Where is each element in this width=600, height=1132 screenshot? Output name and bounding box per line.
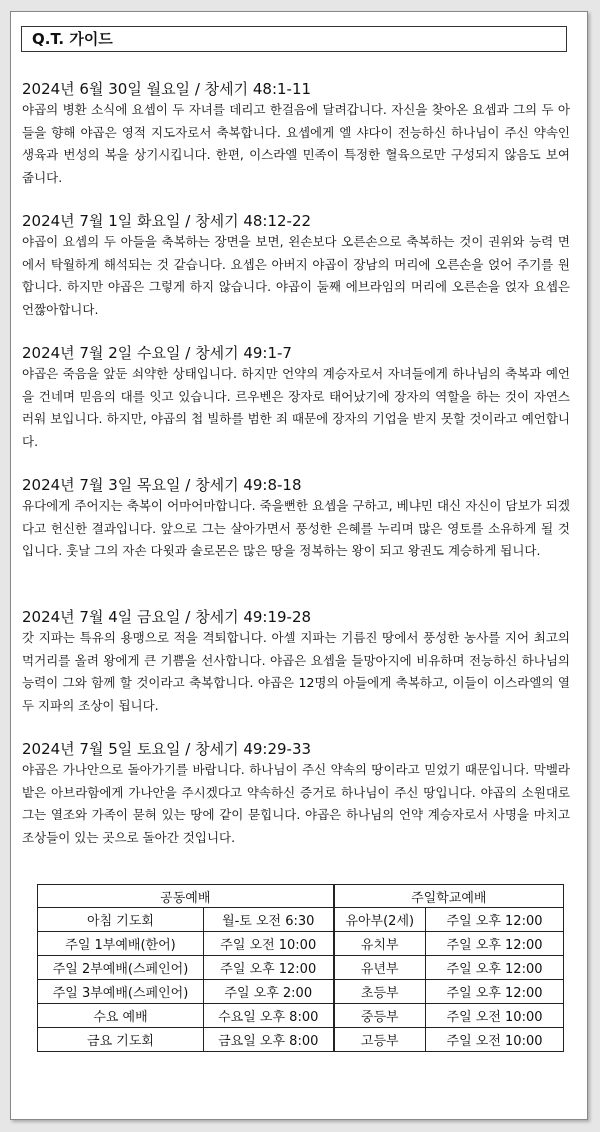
department-time: 주일 오후 12:00: [426, 908, 564, 932]
department-name: 유치부: [334, 932, 426, 956]
qt-entry: [22, 475, 570, 563]
service-name: 금요 기도회: [38, 1028, 204, 1052]
entry-body: 유다에게 주어지는 축복이 어마어마합니다. 죽을뻔한 요셉을 구하고, 베냐민 대신 자신이 담보가 되겠다고 헌신한 결과입니다. 앞으로 그는 살아가면서 풍성한 은혜를 누리며 많은 영토를 소유하게 될 것입니다. 훗날 그의 자손 다윗과 솔로몬은 많은 땅을 정복하는 왕이 되고 왕권도 계승하게 됩니다.: [22, 498, 570, 558]
table-row: [38, 980, 564, 1004]
table-row: [38, 932, 564, 956]
department-name: 중등부: [334, 1004, 426, 1028]
department-name: 초등부: [334, 980, 426, 1004]
qt-entry: [22, 607, 570, 717]
page-title: Q.T. 가이드: [21, 26, 567, 52]
entry-body: 야곱의 병환 소식에 요셉이 두 자녀를 데리고 한걸음에 달려갑니다. 자신을 찾아온 요셉과 그의 두 아들을 향해 야곱은 영적 지도자로서 축복합니다. 요셉에게 엘 샤다이 전능하신 하나님이 주신 약속인 생육과 번성의 복을 상기시킵니다. 한편, 이스라엘 민족이 특정한 혈육으로만 구성되지 않음도 보여 줍니다.: [22, 102, 570, 185]
department-time: 주일 오전 10:00: [426, 1028, 564, 1052]
service-time: 금요일 오후 8:00: [204, 1028, 334, 1052]
service-name: 수요 예배: [38, 1004, 204, 1028]
table-row: [38, 1004, 564, 1028]
entry-body: 야곱은 죽음을 앞둔 쇠약한 상태입니다. 하지만 언약의 계승자로서 자녀들에게 하나님의 축복과 예언을 건네며 믿음의 대를 잇고 있습니다. 르우벤은 장자로 태어났기에 장자의 역할을 하는 것이 자연스러워 보입니다. 하지만, 야곱의 첩 빌하를 범한 죄 때문에 장자의 기업을 받지 못할 것이라고 예언합니다.: [22, 366, 570, 449]
table-header-row: [38, 885, 564, 908]
department-time: 주일 오후 12:00: [426, 956, 564, 980]
service-time: 주일 오후 2:00: [204, 980, 334, 1004]
entry-body: 야곱은 가나안으로 돌아가기를 바랍니다. 하나님이 주신 약속의 땅이라고 믿었기 때문입니다. 막벨라 밭은 아브라함에게 가나안을 주시겠다고 약속하신 증거로 하나님이 주신 땅입니다. 야곱의 소원대로 그는 열조와 가족이 묻혀 있는 땅에 같이 묻힙니다. 야곱은 하나님의 언약 계승자로서 사명을 마치고 조상들이 있는 곳으로 돌아간 것입니다.: [22, 762, 570, 845]
department-time: 주일 오후 12:00: [426, 980, 564, 1004]
department-time: 주일 오후 12:00: [426, 932, 564, 956]
table-row: [38, 956, 564, 980]
entry-heading: 2024년 7월 2일 수요일 / 창세기 49:1-7: [22, 344, 292, 362]
service-time: 주일 오전 10:00: [204, 932, 334, 956]
entry-heading: 2024년 7월 5일 토요일 / 창세기 49:29-33: [22, 740, 312, 758]
entry-heading: 2024년 7월 3일 목요일 / 창세기 49:8-18: [22, 476, 302, 494]
service-time: 월-토 오전 6:30: [204, 908, 334, 932]
header-sunday-school: 주일학교예배: [334, 885, 564, 908]
service-time: 주일 오후 12:00: [204, 956, 334, 980]
service-name: 주일 1부예배(한어): [38, 932, 204, 956]
entry-heading: 2024년 7월 1일 화요일 / 창세기 48:12-22: [22, 212, 312, 230]
qt-entry: [22, 211, 570, 321]
worship-schedule-table: [37, 884, 564, 1052]
department-name: 고등부: [334, 1028, 426, 1052]
entry-body: 야곱이 요셉의 두 아들을 축복하는 장면을 보면, 왼손보다 오른손으로 축복하는 것이 권위와 능력 면에서 탁월하게 해석되는 것 같습니다. 요셉은 아버지 야곱이 장남의 머리에 오른손을 얹어 주기를 원합니다. 하지만 야곱은 그렇게 하지 않습니다. 야곱이 둘째 에브라임의 머리에 오른손을 얹자 요셉은 언짢아합니다.: [22, 234, 570, 317]
department-name: 유년부: [334, 956, 426, 980]
department-time: 주일 오전 10:00: [426, 1004, 564, 1028]
header-joint-worship: 공동예배: [38, 885, 334, 908]
qt-entry: [22, 343, 570, 453]
table-row: [38, 908, 564, 932]
entry-heading: 2024년 6월 30일 월요일 / 창세기 48:1-11: [22, 80, 312, 98]
qt-entry: [22, 739, 570, 849]
service-name: 아침 기도회: [38, 908, 204, 932]
entry-heading: 2024년 7월 4일 금요일 / 창세기 49:19-28: [22, 608, 312, 626]
service-name: 주일 2부예배(스페인어): [38, 956, 204, 980]
department-name: 유아부(2세): [334, 908, 426, 932]
service-name: 주일 3부예배(스페인어): [38, 980, 204, 1004]
table-row: [38, 1028, 564, 1052]
entry-body: 갓 지파는 특유의 용맹으로 적을 격퇴합니다. 아셀 지파는 기름진 땅에서 풍성한 농사를 지어 최고의 먹거리를 올려 왕에게 큰 기쁨을 선사합니다. 야곱은 요셉을 들망아지에 비유하며 전능하신 하나님의 능력이 그와 함께 할 것이라고 축복합니다. 야곱은 12명의 아들에게 축복하고, 이들이 이스라엘의 열두 지파의 조상이 됩니다.: [22, 630, 570, 713]
qt-entry: [22, 79, 570, 189]
service-time: 수요일 오후 8:00: [204, 1004, 334, 1028]
